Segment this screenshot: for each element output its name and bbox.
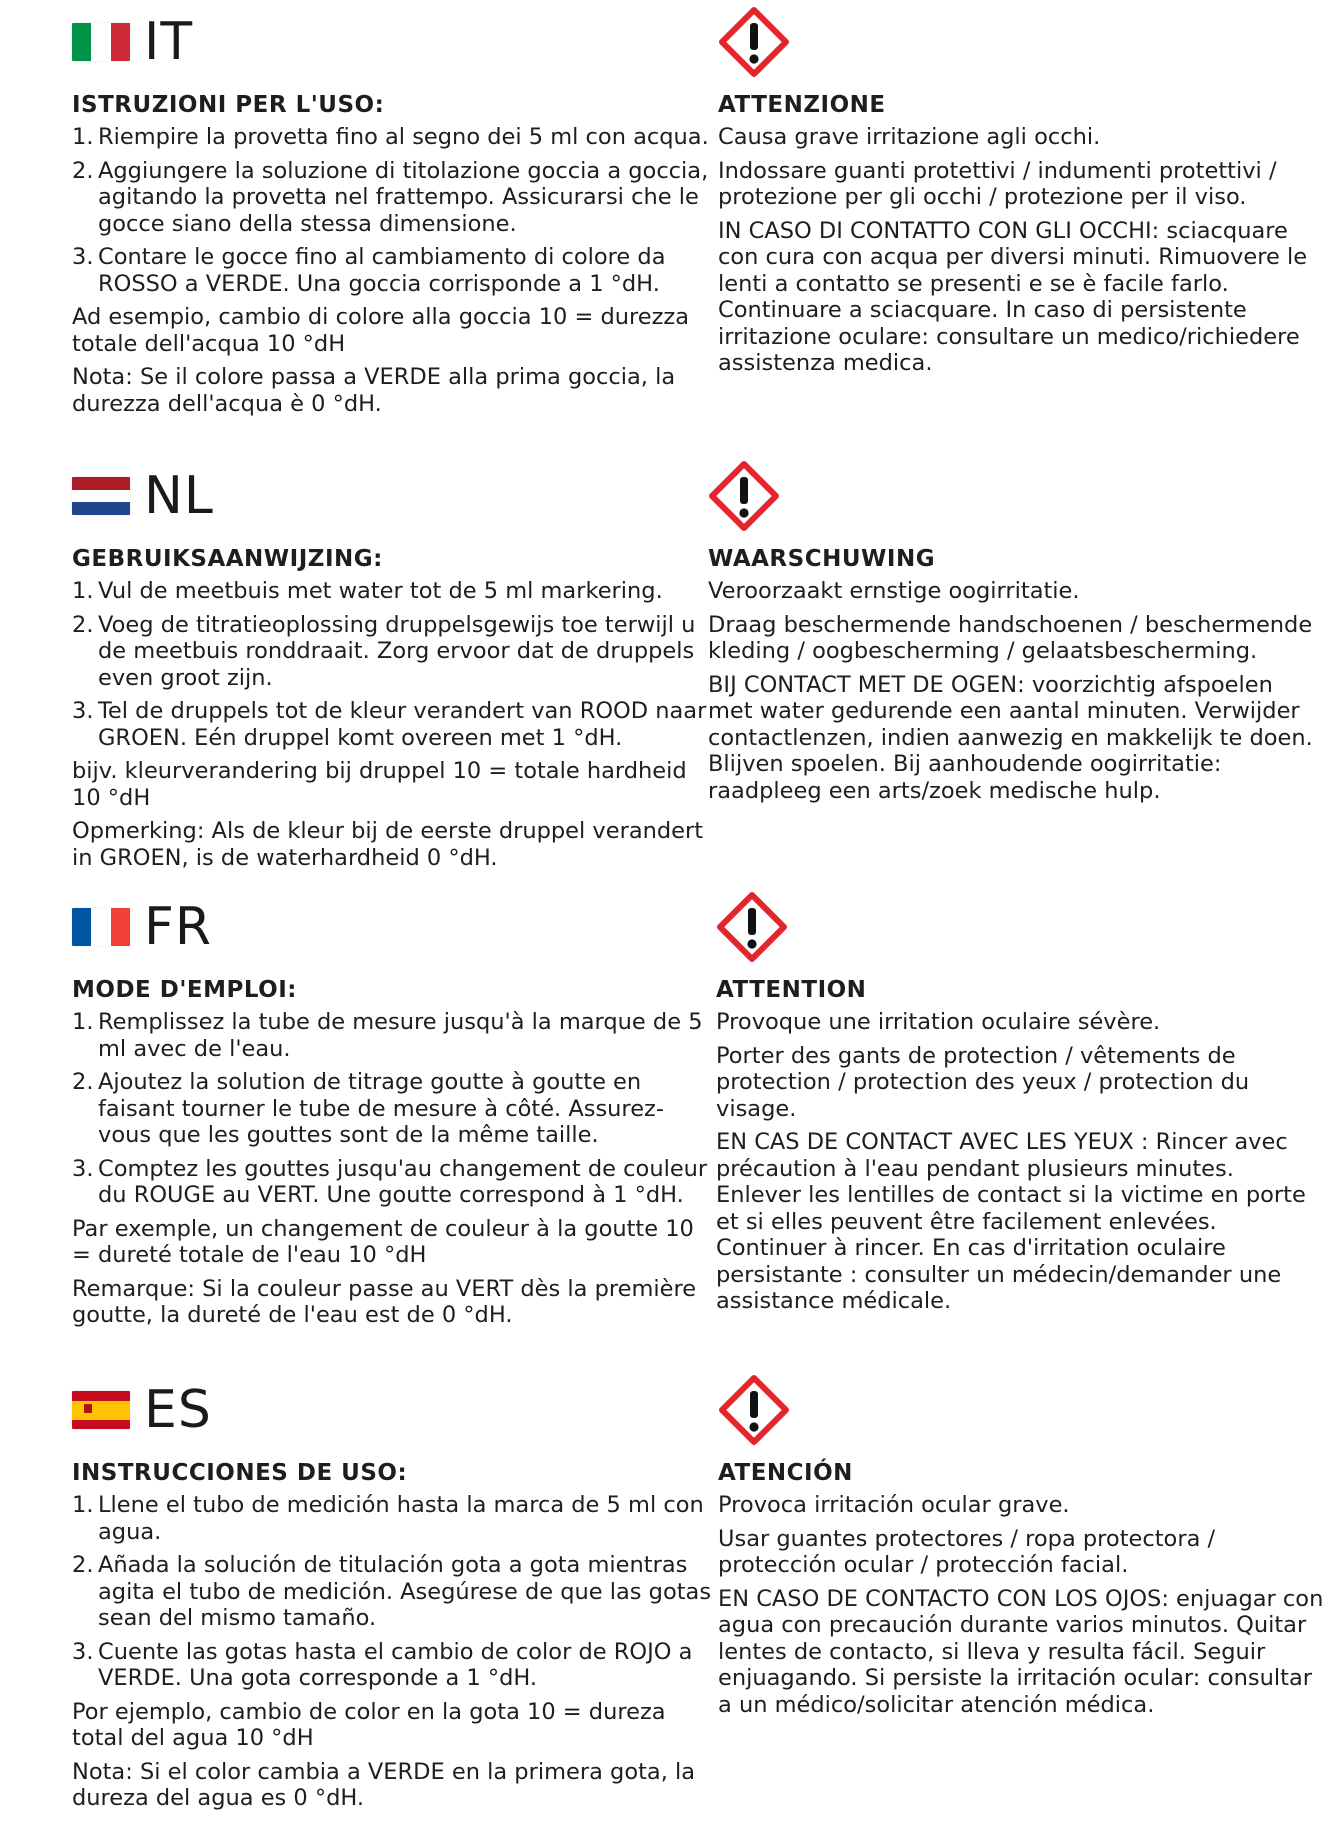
warning-column xyxy=(718,10,1328,384)
hazard-icon-wrap xyxy=(708,464,1318,528)
step-text: Llene el tubo de medición hasta la marca de 5 ml con agua. xyxy=(98,1492,704,1545)
step-text: Añada la solución de titulación gota a gota mientras agita el tubo de medición. Asegúrese de que las gotas sean del mismo tamaño. xyxy=(98,1552,712,1631)
warning-column xyxy=(708,464,1318,811)
step xyxy=(72,244,712,297)
warning-title: ATENCIÓN xyxy=(718,1460,853,1486)
step-number: 3. xyxy=(72,1638,94,1665)
warning-paragraph: Provoca irritación ocular grave. xyxy=(718,1492,1070,1518)
warning-paragraph: Porter des gants de protection / vêtements de protection / protection des yeux / protection du visage. xyxy=(716,1042,1250,1122)
language-header xyxy=(72,464,712,528)
step xyxy=(72,1009,712,1062)
ghs-exclamation-hazard-icon xyxy=(708,460,780,532)
instructions-title: MODE D'EMPLOI: xyxy=(72,977,297,1003)
instructions-column xyxy=(72,895,712,1336)
step-text: Remplissez la tube de mesure jusqu'à la marque de 5 ml avec de l'eau. xyxy=(98,1009,703,1062)
warning-paragraph: Provoque une irritation oculaire sévère. xyxy=(716,1009,1161,1035)
ghs-exclamation-hazard-icon xyxy=(718,1374,790,1446)
flag-nl-icon xyxy=(72,477,130,515)
flag-es-icon xyxy=(72,1391,130,1429)
note-text: Nota: Se il colore passa a VERDE alla prima goccia, la durezza dell'acqua è 0 °dH. xyxy=(72,364,676,417)
step-number: 3. xyxy=(72,244,94,270)
step xyxy=(72,698,712,751)
step-text: Riempire la provetta fino al segno dei 5 ml con acqua. xyxy=(98,124,709,150)
warning-paragraph: EN CASO DE CONTACTO CON LOS OJOS: enjuagar con agua con precaución durante varios minutos. Quitar lentes de contacto, si lleva y resulta fácil. Seguir enjuagando. Si persiste la irritación ocular: consultar a un médico/solicitar atención médica. xyxy=(718,1585,1324,1718)
hazard-icon-wrap xyxy=(718,1378,1328,1442)
step-number: 2. xyxy=(72,1069,94,1095)
warning-paragraph: Draag beschermende handschoenen / beschermende kleding / oogbescherming / gelaatsbescherming. xyxy=(708,611,1313,664)
flag-fr-icon xyxy=(72,908,130,946)
step-number: 2. xyxy=(72,1552,94,1578)
step xyxy=(72,1069,712,1149)
step-text: Tel de druppels tot de kleur verandert van ROOD naar GROEN. Eén druppel komt overeen met 1 °dH. xyxy=(98,698,707,751)
note-text: Opmerking: Als de kleur bij de eerste druppel verandert in GROEN, is de waterhardheid 0 °dH. xyxy=(72,818,704,871)
warning-paragraph: BIJ CONTACT MET DE OGEN: voorzichtig afspoelen met water gedurende een aantal minuten. Verwijder contactlenzen, indien aanwezig en makkelijk te doen. Blijven spoelen. Bij aanhoudende oogirritatie: raadpleeg een arts/zoek medische hulp. xyxy=(708,671,1313,804)
instructions-title: INSTRUCCIONES DE USO: xyxy=(72,1460,408,1486)
instructions-title: ISTRUZIONI PER L'USO: xyxy=(72,92,385,118)
warning-title: ATTENZIONE xyxy=(718,92,886,118)
example-text: Ad esempio, cambio di colore alla goccia 10 = durezza totale dell'acqua 10 °dH xyxy=(72,304,690,357)
instructions-title: GEBRUIKSAANWIJZING: xyxy=(72,546,383,572)
flag-it-icon xyxy=(72,23,130,61)
warning-paragraph: Indossare guanti protettivi / indumenti protettivi / protezione per gli occhi / protezione per il viso. xyxy=(718,157,1277,210)
step-number: 1. xyxy=(72,1492,94,1518)
warning-paragraph: Causa grave irritazione agli occhi. xyxy=(718,124,1101,150)
example-text: bijv. kleurverandering bij druppel 10 = totale hardheid 10 °dH xyxy=(72,758,687,811)
step-number: 1. xyxy=(72,578,94,604)
step-text: Comptez les gouttes jusqu'au changement de couleur du ROUGE au VERT. Une goutte correspond à 1 °dH. xyxy=(98,1155,708,1208)
example-text: Por ejemplo, cambio de color en la gota 10 = dureza total del agua 10 °dH xyxy=(72,1698,666,1751)
language-header xyxy=(72,895,712,959)
ghs-exclamation-hazard-icon xyxy=(718,6,790,78)
step xyxy=(72,124,712,151)
language-code: ES xyxy=(144,1380,212,1440)
step-text: Aggiungere la soluzione di titolazione goccia a goccia, agitando la provetta nel frattempo. Assicurarsi che le gocce siano della stessa dimensione. xyxy=(98,157,709,237)
step-text: Ajoutez la solution de titrage goutte à goutte en faisant tourner le tube de mesure à côté. Assurez-vous que les gouttes sont de la même taille. xyxy=(98,1069,664,1148)
step xyxy=(72,578,712,605)
step xyxy=(72,612,712,692)
instructions-column xyxy=(72,1378,712,1819)
warning-paragraph: IN CASO DI CONTATTO CON GLI OCCHI: sciacquare con cura con acqua per diversi minuti. Rimuovere le lenti a contatto se presenti e se è facile farlo. Continuare a sciacquare. In caso di persistente irritazione oculare: consultare un medico/richiedere assistenza medica. xyxy=(718,217,1308,376)
ghs-exclamation-hazard-icon xyxy=(716,891,788,963)
instructions-column xyxy=(72,464,712,878)
note-text: Nota: Si el color cambia a VERDE en la primera gota, la dureza del agua es 0 °dH. xyxy=(72,1758,696,1811)
step-text: Contare le gocce fino al cambiamento di colore da ROSSO a VERDE. Una goccia corrisponde a 1 °dH. xyxy=(98,244,666,297)
step-number: 1. xyxy=(72,1009,94,1035)
step xyxy=(72,1492,712,1545)
warning-title: WAARSCHUWING xyxy=(708,546,936,572)
step-number: 2. xyxy=(72,611,94,638)
step-text: Voeg de titratieoplossing druppelsgewijs toe terwijl u de meetbuis ronddraait. Zorg ervoor dat de druppels even groot zijn. xyxy=(98,611,696,691)
language-code: IT xyxy=(144,12,194,72)
instructions-column xyxy=(72,10,712,424)
language-code: NL xyxy=(144,466,214,526)
warning-paragraph: Veroorzaakt ernstige oogirritatie. xyxy=(708,578,1080,604)
warning-title: ATTENTION xyxy=(716,977,867,1003)
step-number: 2. xyxy=(72,157,94,184)
language-header xyxy=(72,10,712,74)
warning-paragraph: EN CAS DE CONTACT AVEC LES YEUX : Rincer avec précaution à l'eau pendant plusieurs minutes. Enlever les lentilles de contact si la victime en porte et si elles peuvent être facilement enlevées. Continuer à rincer. En cas d'irritation oculaire persistante : consulter un médecin/demander une assistance médicale. xyxy=(716,1129,1306,1314)
step xyxy=(72,1639,712,1692)
hazard-icon-wrap xyxy=(716,895,1326,959)
language-header xyxy=(72,1378,712,1442)
warning-column xyxy=(718,1378,1328,1725)
step-number: 3. xyxy=(72,1155,94,1182)
hazard-icon-wrap xyxy=(718,10,1328,74)
step xyxy=(72,158,712,238)
example-text: Par exemple, un changement de couleur à la goutte 10 = dureté totale de l'eau 10 °dH xyxy=(72,1215,694,1268)
step xyxy=(72,1156,712,1209)
warning-paragraph: Usar guantes protectores / ropa protectora / protección ocular / protección facial. xyxy=(718,1525,1216,1578)
step-text: Vul de meetbuis met water tot de 5 ml markering. xyxy=(98,578,663,604)
step-text: Cuente las gotas hasta el cambio de color de ROJO a VERDE. Una gota corresponde a 1 °dH. xyxy=(98,1638,693,1691)
language-code: FR xyxy=(144,897,213,957)
step xyxy=(72,1552,712,1632)
step-number: 3. xyxy=(72,698,94,724)
warning-column xyxy=(716,895,1326,1322)
step-number: 1. xyxy=(72,124,94,150)
note-text: Remarque: Si la couleur passe au VERT dès la première goutte, la dureté de l'eau est de 0 °dH. xyxy=(72,1275,697,1328)
